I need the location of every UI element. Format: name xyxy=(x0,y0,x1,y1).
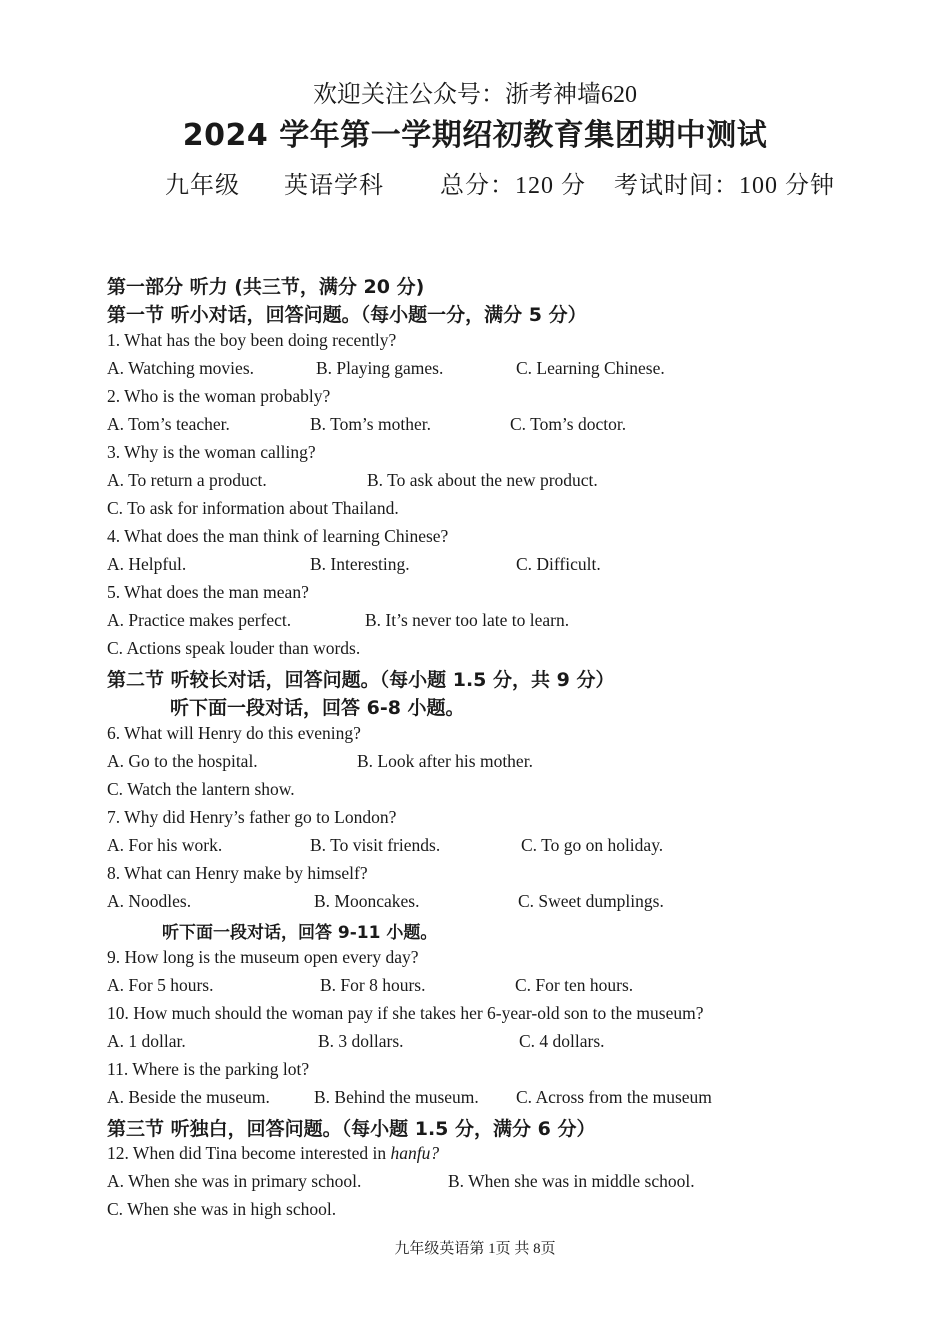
question-7-stem: 7. Why did Henry’s father go to London? xyxy=(107,807,397,827)
question-9-stem: 9. How long is the museum open every day? xyxy=(107,947,419,967)
q4-option-c: C. Difficult. xyxy=(516,554,601,574)
page-footer: 九年级英语第 1页 共 8页 xyxy=(394,1241,556,1257)
q9-option-a: A. For 5 hours. xyxy=(107,975,214,995)
q2-option-a: A. Tom’s teacher. xyxy=(107,414,230,434)
exam-subtitle xyxy=(165,165,835,200)
q3-option-c: C. To ask for information about Thailand. xyxy=(107,498,399,518)
q5-option-a: A. Practice makes perfect. xyxy=(107,610,292,630)
section2-instruction-9-11: 听下面一段对话，回答 9-11 小题。 xyxy=(162,923,438,943)
q1-option-a: A. Watching movies. xyxy=(107,358,254,378)
question-10-stem: 10. How much should the woman pay if she takes her 6-year-old son to the museum? xyxy=(107,1003,704,1023)
question-3-stem: 3. Why is the woman calling? xyxy=(107,442,316,462)
q12-stem-italic: hanfu? xyxy=(390,1143,440,1163)
part1-heading: 第一部分 听力 (共三节，满分 20 分) xyxy=(107,276,425,298)
q5-option-c: C. Actions speak louder than words. xyxy=(107,638,361,658)
q5-option-b: B. It’s never too late to learn. xyxy=(365,610,570,630)
q12-option-b: B. When she was in middle school. xyxy=(448,1171,695,1191)
q6-option-b: B. Look after his mother. xyxy=(357,751,533,771)
question-5-stem: 5. What does the man mean? xyxy=(107,582,309,602)
wechat-notice: 欢迎关注公众号：浙考神墙620 xyxy=(313,82,637,108)
section2-heading: 第二节 听较长对话，回答问题。（每小题 1.5 分，共 9 分） xyxy=(107,669,615,691)
q7-option-c: C. To go on holiday. xyxy=(521,835,664,855)
total-score-label: 总分：120 分 xyxy=(440,173,586,199)
q11-option-a: A. Beside the museum. xyxy=(107,1087,270,1107)
question-1-stem: 1. What has the boy been doing recently? xyxy=(107,330,397,350)
q9-option-c: C. For ten hours. xyxy=(515,975,634,995)
q4-option-b: B. Interesting. xyxy=(310,554,410,574)
q8-option-c: C. Sweet dumplings. xyxy=(518,891,664,911)
question-12-stem xyxy=(107,1143,439,1164)
q3-option-a: A. To return a product. xyxy=(107,470,267,490)
q1-option-b: B. Playing games. xyxy=(316,358,444,378)
q6-option-a: A. Go to the hospital. xyxy=(107,751,258,771)
subject-label: 英语学科 xyxy=(284,173,384,199)
exam-time-label: 考试时间：100 分钟 xyxy=(614,173,835,199)
q8-option-a: A. Noodles. xyxy=(107,891,192,911)
q12-stem-text: 12. When did Tina become interested in xyxy=(107,1143,391,1163)
q2-option-c: C. Tom’s doctor. xyxy=(510,414,627,434)
question-11-stem: 11. Where is the parking lot? xyxy=(107,1059,310,1079)
question-2-stem: 2. Who is the woman probably? xyxy=(107,386,331,406)
section3-heading: 第三节 听独白，回答问题。（每小题 1.5 分，满分 6 分） xyxy=(107,1118,596,1140)
section1-heading: 第一节 听小对话，回答问题。（每小题一分，满分 5 分） xyxy=(107,304,587,326)
section2-instruction-6-8: 听下面一段对话，回答 6-8 小题。 xyxy=(170,697,465,719)
q7-option-b: B. To visit friends. xyxy=(310,835,441,855)
question-4-stem: 4. What does the man think of learning Chinese? xyxy=(107,526,449,546)
grade-label: 九年级 xyxy=(165,173,240,199)
q10-option-c: C. 4 dollars. xyxy=(519,1031,605,1051)
q10-option-a: A. 1 dollar. xyxy=(107,1031,186,1051)
question-6-stem: 6. What will Henry do this evening? xyxy=(107,723,361,743)
question-8-stem: 8. What can Henry make by himself? xyxy=(107,863,368,883)
exam-title: 2024 学年第一学期绍初教育集团期中测试 xyxy=(182,118,768,153)
q11-option-c: C. Across from the museum xyxy=(516,1087,712,1107)
q7-option-a: A. For his work. xyxy=(107,835,223,855)
q9-option-b: B. For 8 hours. xyxy=(320,975,426,995)
q3-option-b: B. To ask about the new product. xyxy=(367,470,598,490)
q12-option-c: C. When she was in high school. xyxy=(107,1199,337,1219)
q8-option-b: B. Mooncakes. xyxy=(314,891,420,911)
q6-option-c: C. Watch the lantern show. xyxy=(107,779,295,799)
q2-option-b: B. Tom’s mother. xyxy=(310,414,431,434)
q1-option-c: C. Learning Chinese. xyxy=(516,358,665,378)
q4-option-a: A. Helpful. xyxy=(107,554,187,574)
q12-option-a: A. When she was in primary school. xyxy=(107,1171,362,1191)
q10-option-b: B. 3 dollars. xyxy=(318,1031,404,1051)
q11-option-b: B. Behind the museum. xyxy=(314,1087,479,1107)
